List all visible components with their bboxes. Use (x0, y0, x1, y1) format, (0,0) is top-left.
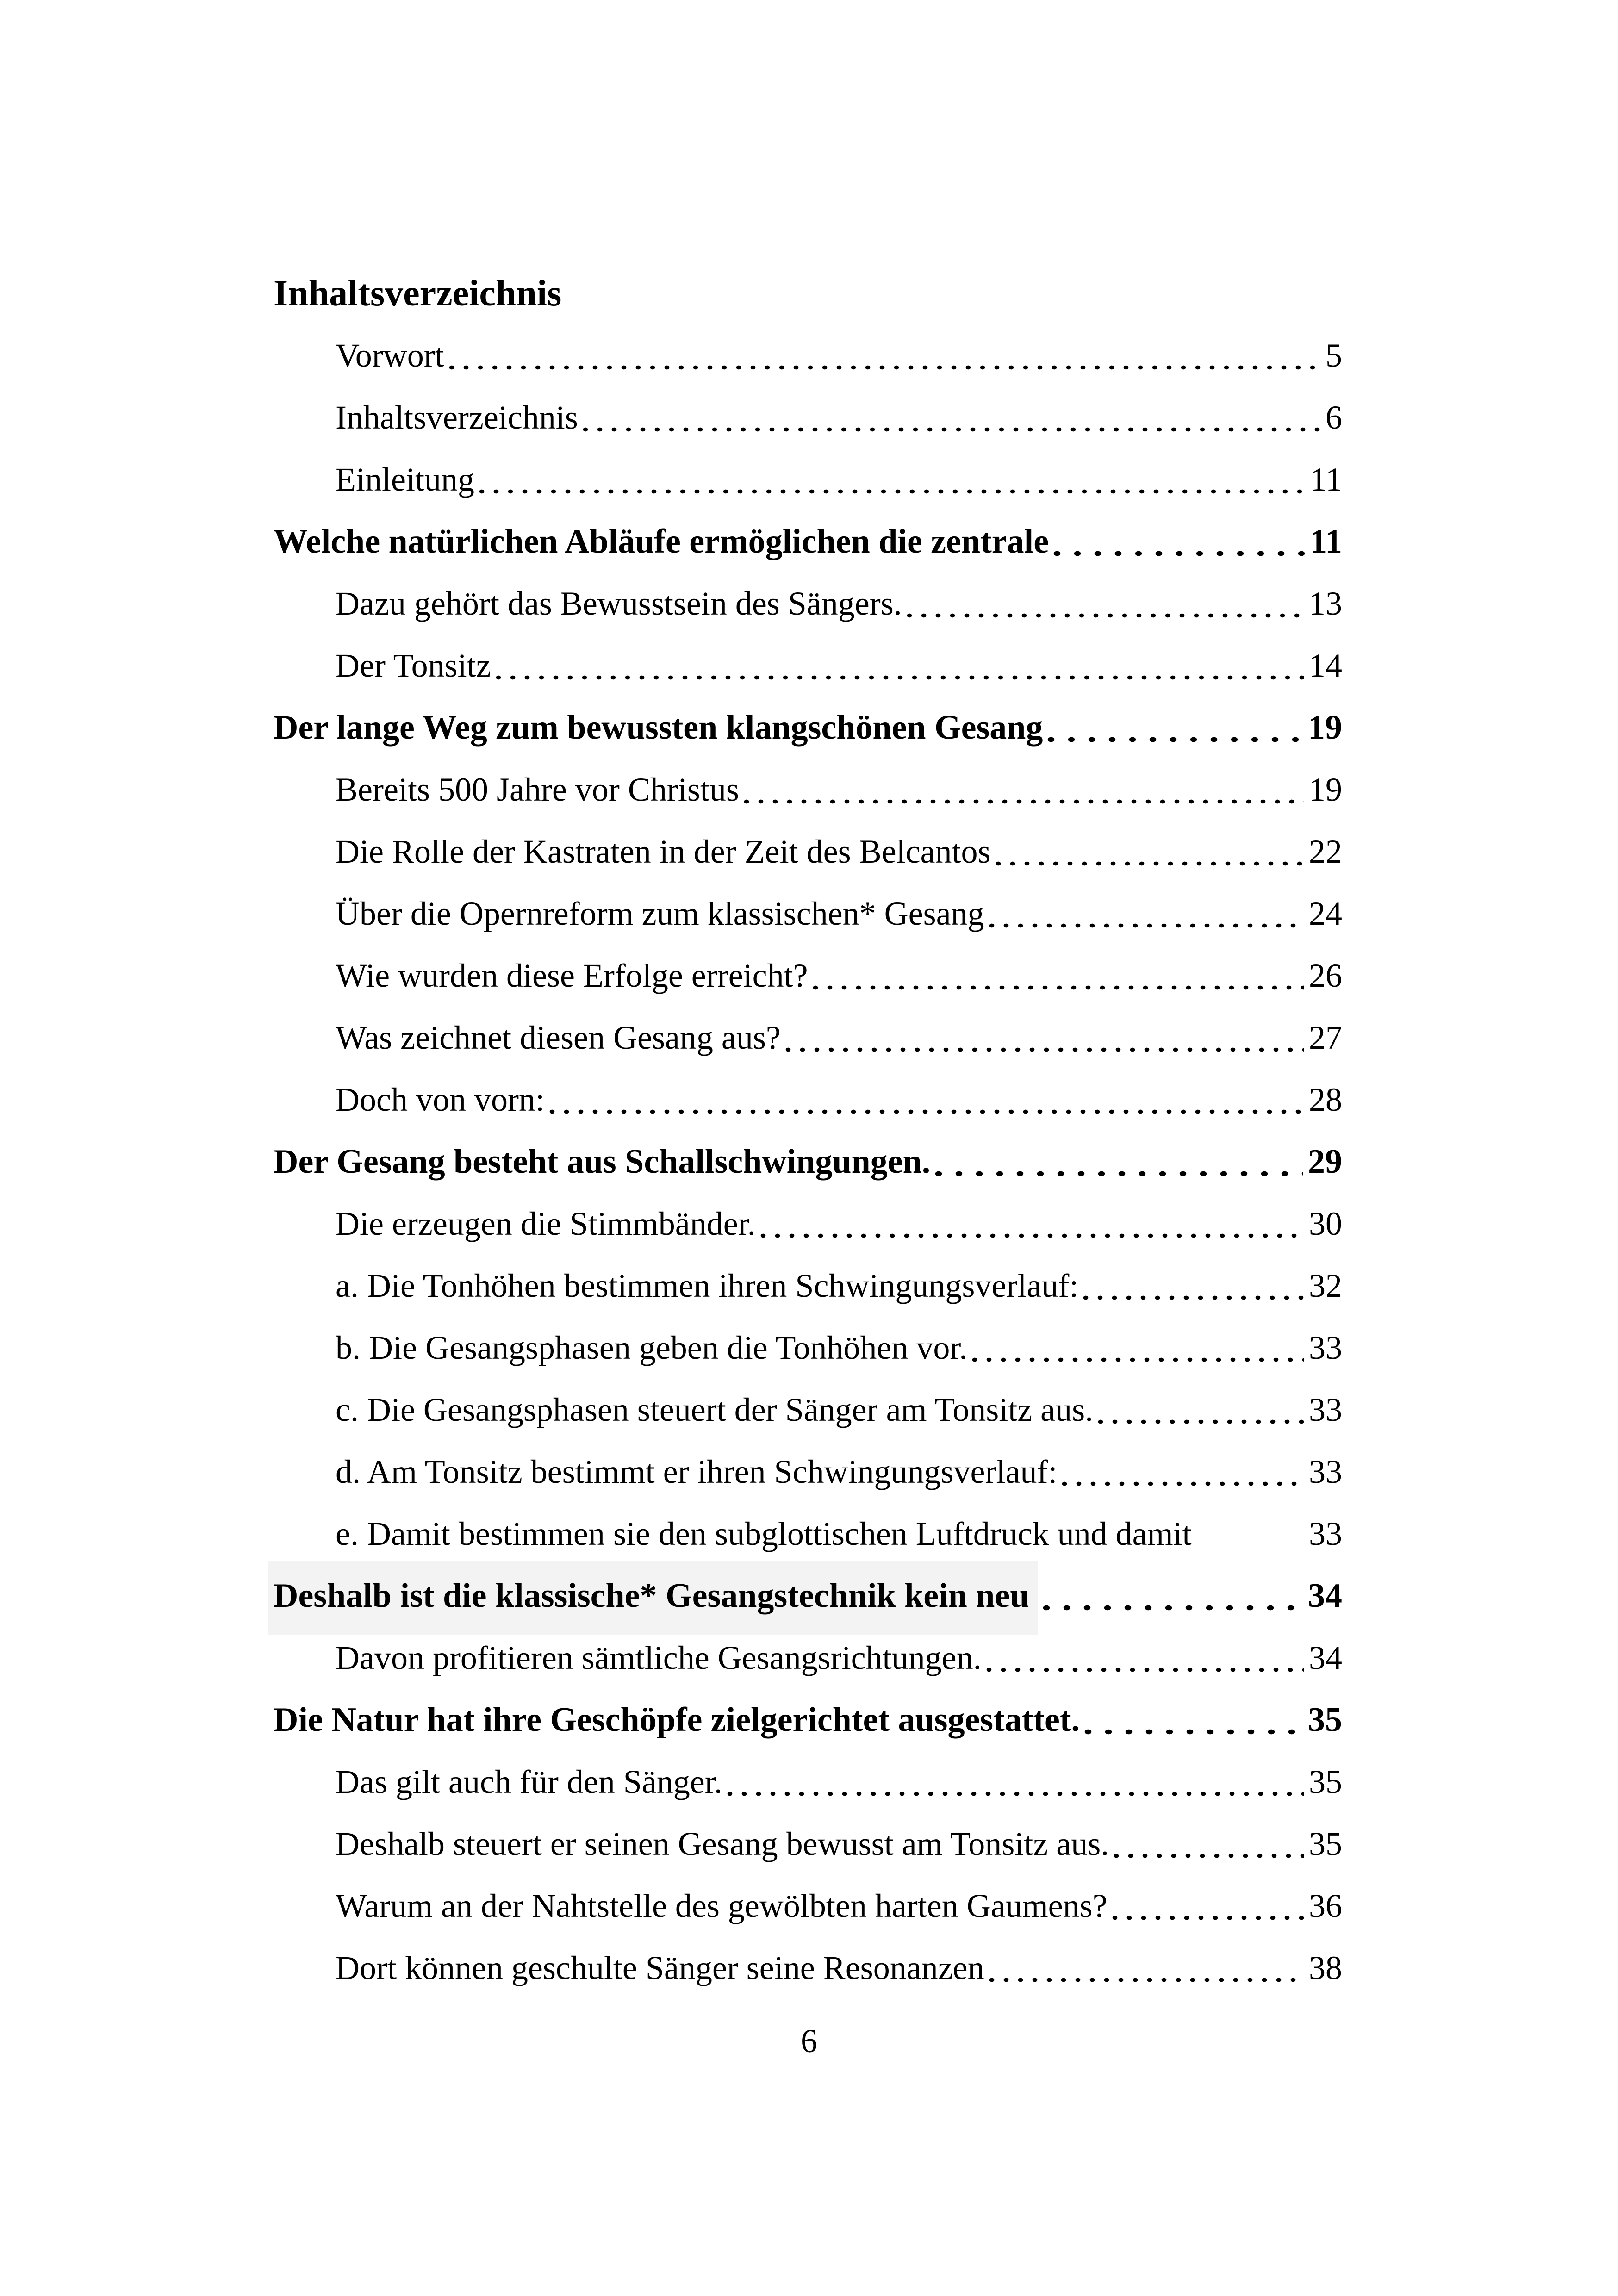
dot-leader (784, 1007, 1304, 1069)
toc-entry-label: Die Natur hat ihre Geschöpfe zielgerichtet ausgestattet. (274, 1701, 1080, 1739)
page-title: Inhaltsverzeichnis (274, 273, 562, 314)
dot-leader (985, 1627, 1304, 1689)
toc-entry-label: Doch von vorn: (336, 1081, 545, 1118)
toc-entry-label: d. Am Tonsitz bestimmt er ihren Schwingungsverlauf: (336, 1453, 1058, 1490)
toc-entry-label: Die Rolle der Kastraten in der Zeit des Belcantos (336, 833, 991, 870)
toc-entry-page: 38 (1309, 1949, 1342, 1986)
toc-entry-label: Vorwort (336, 337, 444, 374)
dot-leader (759, 1193, 1304, 1255)
dot-leader (1042, 1565, 1303, 1627)
page-number: 6 (801, 2022, 817, 2060)
toc-entry-label: Deshalb steuert er seinen Gesang bewusst am Tonsitz aus. (336, 1825, 1109, 1862)
toc-entry[interactable] (274, 1937, 1342, 1999)
toc-entry-page: 26 (1309, 957, 1342, 994)
dot-leader (743, 759, 1304, 821)
toc-entry[interactable] (274, 1875, 1342, 1937)
toc-entry-label: b. Die Gesangsphasen geben die Tonhöhen vor. (336, 1329, 968, 1366)
toc-entry-page: 13 (1309, 585, 1342, 622)
toc-entry[interactable] (274, 448, 1342, 510)
toc-entry-label: Über die Opernreform zum klassischen* Gesang (336, 895, 984, 932)
toc-entry-page: 28 (1309, 1081, 1342, 1118)
dot-leader (1111, 1875, 1304, 1937)
toc-entry[interactable] (274, 635, 1342, 697)
toc-entry-label: Deshalb ist die klassische* Gesangstechnik kein neu (268, 1561, 1038, 1635)
toc-entry-page: 33 (1309, 1391, 1342, 1428)
toc-entry-page: 6 (1326, 399, 1342, 436)
toc-entry-label: Das gilt auch für den Sänger. (336, 1763, 722, 1800)
toc-entry-label: Inhaltsverzeichnis (336, 399, 578, 436)
dot-leader (1097, 1379, 1304, 1441)
toc-entry-page: 32 (1309, 1267, 1342, 1304)
dot-leader (988, 883, 1304, 945)
toc-entry-label: Warum an der Nahtstelle des gewölbten harten Gaumens? (336, 1887, 1108, 1924)
toc-list (274, 324, 1342, 1999)
toc-entry-label: Dort können geschulte Sänger seine Resonanzen (336, 1949, 984, 1986)
toc-entry[interactable] (274, 1751, 1342, 1813)
toc-entry[interactable] (274, 1627, 1342, 1689)
dot-leader (1046, 697, 1303, 759)
toc-entry-label: Was zeichnet diesen Gesang aus? (336, 1019, 781, 1056)
toc-entry[interactable] (274, 883, 1342, 945)
toc-entry-label: c. Die Gesangsphasen steuert der Sänger am Tonsitz aus. (336, 1391, 1094, 1428)
toc-entry-label: a. Die Tonhöhen bestimmen ihren Schwingungsverlauf: (336, 1267, 1079, 1304)
dot-leader (726, 1751, 1304, 1813)
toc-entry-page: 33 (1309, 1329, 1342, 1366)
toc-entry-label: Davon profitieren sämtliche Gesangsrichtungen. (336, 1639, 982, 1676)
toc-entry[interactable] (274, 324, 1342, 386)
toc-entry-page: 36 (1309, 1887, 1342, 1924)
toc-entry-label: Die erzeugen die Stimmbänder. (336, 1205, 756, 1242)
toc-entry-page: 11 (1310, 523, 1342, 560)
toc-entry-page: 5 (1326, 337, 1342, 374)
toc-entry[interactable] (274, 1689, 1342, 1751)
toc-entry-page: 34 (1308, 1577, 1342, 1615)
toc-entry-page: 14 (1309, 647, 1342, 684)
toc-entry-page: 30 (1309, 1205, 1342, 1242)
toc-entry[interactable] (274, 1069, 1342, 1131)
toc-entry-label: Bereits 500 Jahre vor Christus (336, 771, 739, 808)
toc-entry-label: Welche natürlichen Abläufe ermöglichen die zentrale (274, 523, 1049, 560)
dot-leader (1082, 1255, 1304, 1317)
toc-entry-page: 27 (1309, 1019, 1342, 1056)
dot-leader (582, 386, 1321, 448)
dot-leader (1195, 1503, 1304, 1565)
toc-entry[interactable] (274, 572, 1342, 635)
dot-leader (812, 945, 1304, 1007)
toc-entry[interactable] (274, 821, 1342, 883)
dot-leader (448, 324, 1321, 386)
toc-entry[interactable] (274, 945, 1342, 1007)
toc-entry-page: 33 (1309, 1453, 1342, 1490)
toc-entry-page: 11 (1310, 461, 1342, 498)
toc-entry[interactable] (274, 697, 1342, 759)
dot-leader (1052, 510, 1305, 572)
dot-leader (478, 448, 1306, 510)
dot-leader (995, 821, 1304, 883)
toc-entry-label: Der Tonsitz (336, 647, 491, 684)
toc-entry-page: 35 (1308, 1701, 1342, 1739)
toc-entry[interactable] (274, 759, 1342, 821)
dot-leader (548, 1069, 1304, 1131)
toc-entry-label: Wie wurden diese Erfolge erreicht? (336, 957, 808, 994)
toc-entry[interactable] (274, 1565, 1342, 1627)
toc-entry-label: e. Damit bestimmen sie den subglottischen Luftdruck und damit (336, 1515, 1192, 1552)
toc-entry[interactable] (274, 1379, 1342, 1441)
toc-entry[interactable] (274, 1813, 1342, 1875)
toc-entry[interactable] (274, 386, 1342, 448)
toc-entry[interactable] (274, 1317, 1342, 1379)
toc-entry[interactable] (274, 1131, 1342, 1193)
dot-leader (495, 635, 1304, 697)
dot-leader (1113, 1813, 1304, 1875)
dot-leader (1083, 1689, 1303, 1751)
toc-entry-label: Dazu gehört das Bewusstsein des Sängers. (336, 585, 902, 622)
toc-entry[interactable] (274, 1007, 1342, 1069)
dot-leader (934, 1131, 1303, 1193)
toc-entry-page: 22 (1309, 833, 1342, 870)
toc-entry[interactable] (274, 1255, 1342, 1317)
toc-entry-page: 35 (1309, 1763, 1342, 1800)
toc-entry-page: 29 (1308, 1143, 1342, 1181)
toc-entry[interactable] (274, 1441, 1342, 1503)
toc-entry-label: Einleitung (336, 461, 474, 498)
toc-entry-page: 19 (1309, 771, 1342, 808)
toc-entry-label: Der Gesang besteht aus Schallschwingungen. (274, 1143, 931, 1181)
dot-leader (1061, 1441, 1304, 1503)
toc-entry-page: 33 (1309, 1515, 1342, 1552)
toc-entry-page: 24 (1309, 895, 1342, 932)
toc-entry-page: 19 (1308, 709, 1342, 747)
dot-leader (988, 1937, 1304, 1999)
toc-entry-page: 35 (1309, 1825, 1342, 1862)
toc-entry[interactable] (274, 1503, 1342, 1565)
dot-leader (906, 572, 1304, 635)
toc-entry-label: Der lange Weg zum bewussten klangschönen Gesang (274, 709, 1043, 747)
toc-entry[interactable] (274, 1193, 1342, 1255)
toc-entry[interactable] (274, 510, 1342, 572)
dot-leader (971, 1317, 1304, 1379)
toc-entry-page: 34 (1309, 1639, 1342, 1676)
